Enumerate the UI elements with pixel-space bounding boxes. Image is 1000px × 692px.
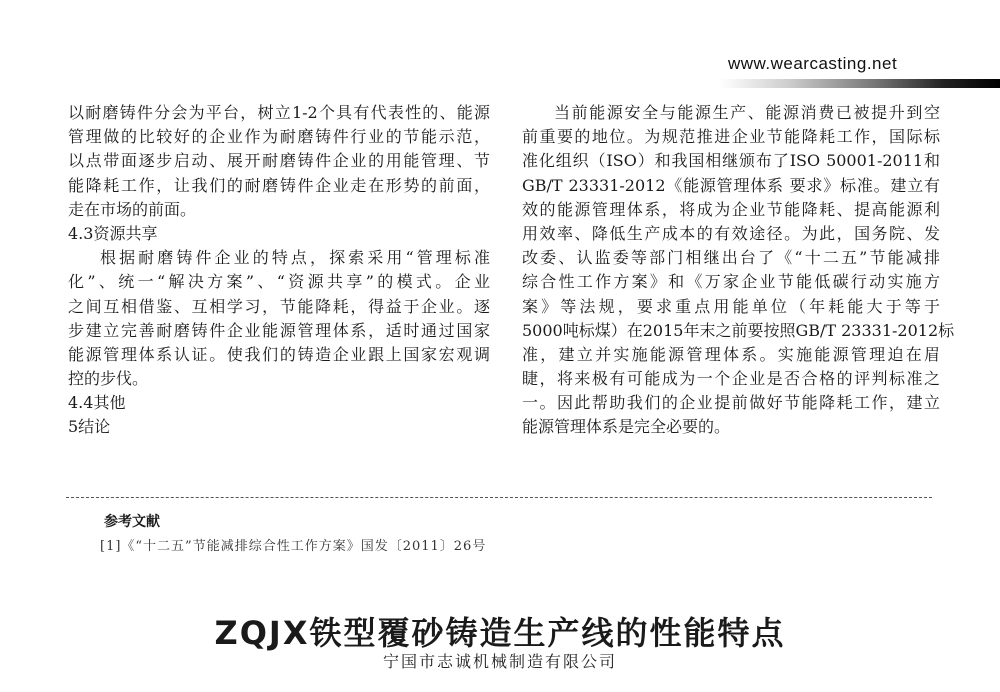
right-column-line: 准化组织（ISO）和我国相继颁布了ISO 50001-2011和 xyxy=(522,151,940,171)
article-title: ZQJX铁型覆砂铸造生产线的性能特点 xyxy=(214,614,786,652)
left-column-line: 能源管理体系认证。使我们的铸造企业跟上国家宏观调 xyxy=(68,344,490,364)
left-column-line: 5结论 xyxy=(68,417,111,437)
right-column-line: 当前能源安全与能源生产、能源消费已被提升到空 xyxy=(554,103,940,122)
left-column-line: 根据耐磨铸件企业的特点，探索采用“管理标准 xyxy=(100,248,490,268)
website-url: www.wearcasting.net xyxy=(728,54,898,73)
right-column-line: GB/T 23331-2012《能源管理体系 要求》标准。建立有 xyxy=(522,175,940,195)
right-column-line: 能源管理体系是完全必要的。 xyxy=(522,417,731,437)
right-column-line: 前重要的地位。为规范推进企业节能降耗工作，国际标 xyxy=(522,127,940,147)
left-column-line: 化”、统一“解决方案”、“资源共享”的模式。企业 xyxy=(68,272,490,292)
article-author: 宁国市志诚机械制造有限公司 xyxy=(382,652,617,671)
right-column-line: 5000吨标煤）在2015年末之前要按照GB/T 23331-2012标 xyxy=(522,320,955,340)
right-column-line: 准，建立并实施能源管理体系。实施能源管理迫在眉 xyxy=(522,344,940,364)
left-column-line: 步建立完善耐磨铸件企业能源管理体系，适时通过国家 xyxy=(68,320,490,340)
left-column-line: 管理做的比较好的企业作为耐磨铸件行业的节能示范， xyxy=(68,127,490,147)
left-column-line: 4.4其他 xyxy=(68,393,126,413)
left-column-line: 能降耗工作，让我们的耐磨铸件企业走在形势的前面， xyxy=(68,175,490,195)
left-column xyxy=(68,101,490,440)
right-column-line: 改委、认监委等部门相继出台了《“十二五”节能减排 xyxy=(522,248,940,268)
right-column-line: 睫，将来极有可能成为一个企业是否合格的评判标准之 xyxy=(522,369,940,389)
left-column-line: 走在市场的前面。 xyxy=(68,199,197,219)
reference-item: [1]《“十二五”节能减排综合性工作方案》国发〔2011〕26号 xyxy=(100,539,487,554)
right-column-line: 效的能源管理体系，将成为企业节能降耗、提高能源利 xyxy=(522,199,940,219)
left-column-line: 之间互相借鉴、互相学习，节能降耗，得益于企业。逐 xyxy=(68,296,490,316)
right-column-line: 案》等法规，要求重点用能单位（年耗能大于等于 xyxy=(522,296,940,316)
right-column-line: 用效率、降低生产成本的有效途径。为此，国务院、发 xyxy=(522,223,940,243)
left-column-line: 以耐磨铸件分会为平台，树立1-2个具有代表性的、能源 xyxy=(68,103,490,122)
section-divider xyxy=(66,497,932,498)
left-column-line: 4.3资源共享 xyxy=(68,223,158,243)
header-decorative-bar xyxy=(720,79,1000,88)
left-column-line: 控的步伐。 xyxy=(68,369,149,389)
right-column xyxy=(522,101,955,440)
left-column-line: 以点带面逐步启动、展开耐磨铸件企业的用能管理、节 xyxy=(68,151,490,171)
references-heading: 参考文献 xyxy=(104,514,160,530)
right-column-line: 一。因此帮助我们的企业提前做好节能降耗工作，建立 xyxy=(522,393,940,413)
right-column-line: 综合性工作方案》和《万家企业节能低碳行动实施方 xyxy=(522,272,940,292)
